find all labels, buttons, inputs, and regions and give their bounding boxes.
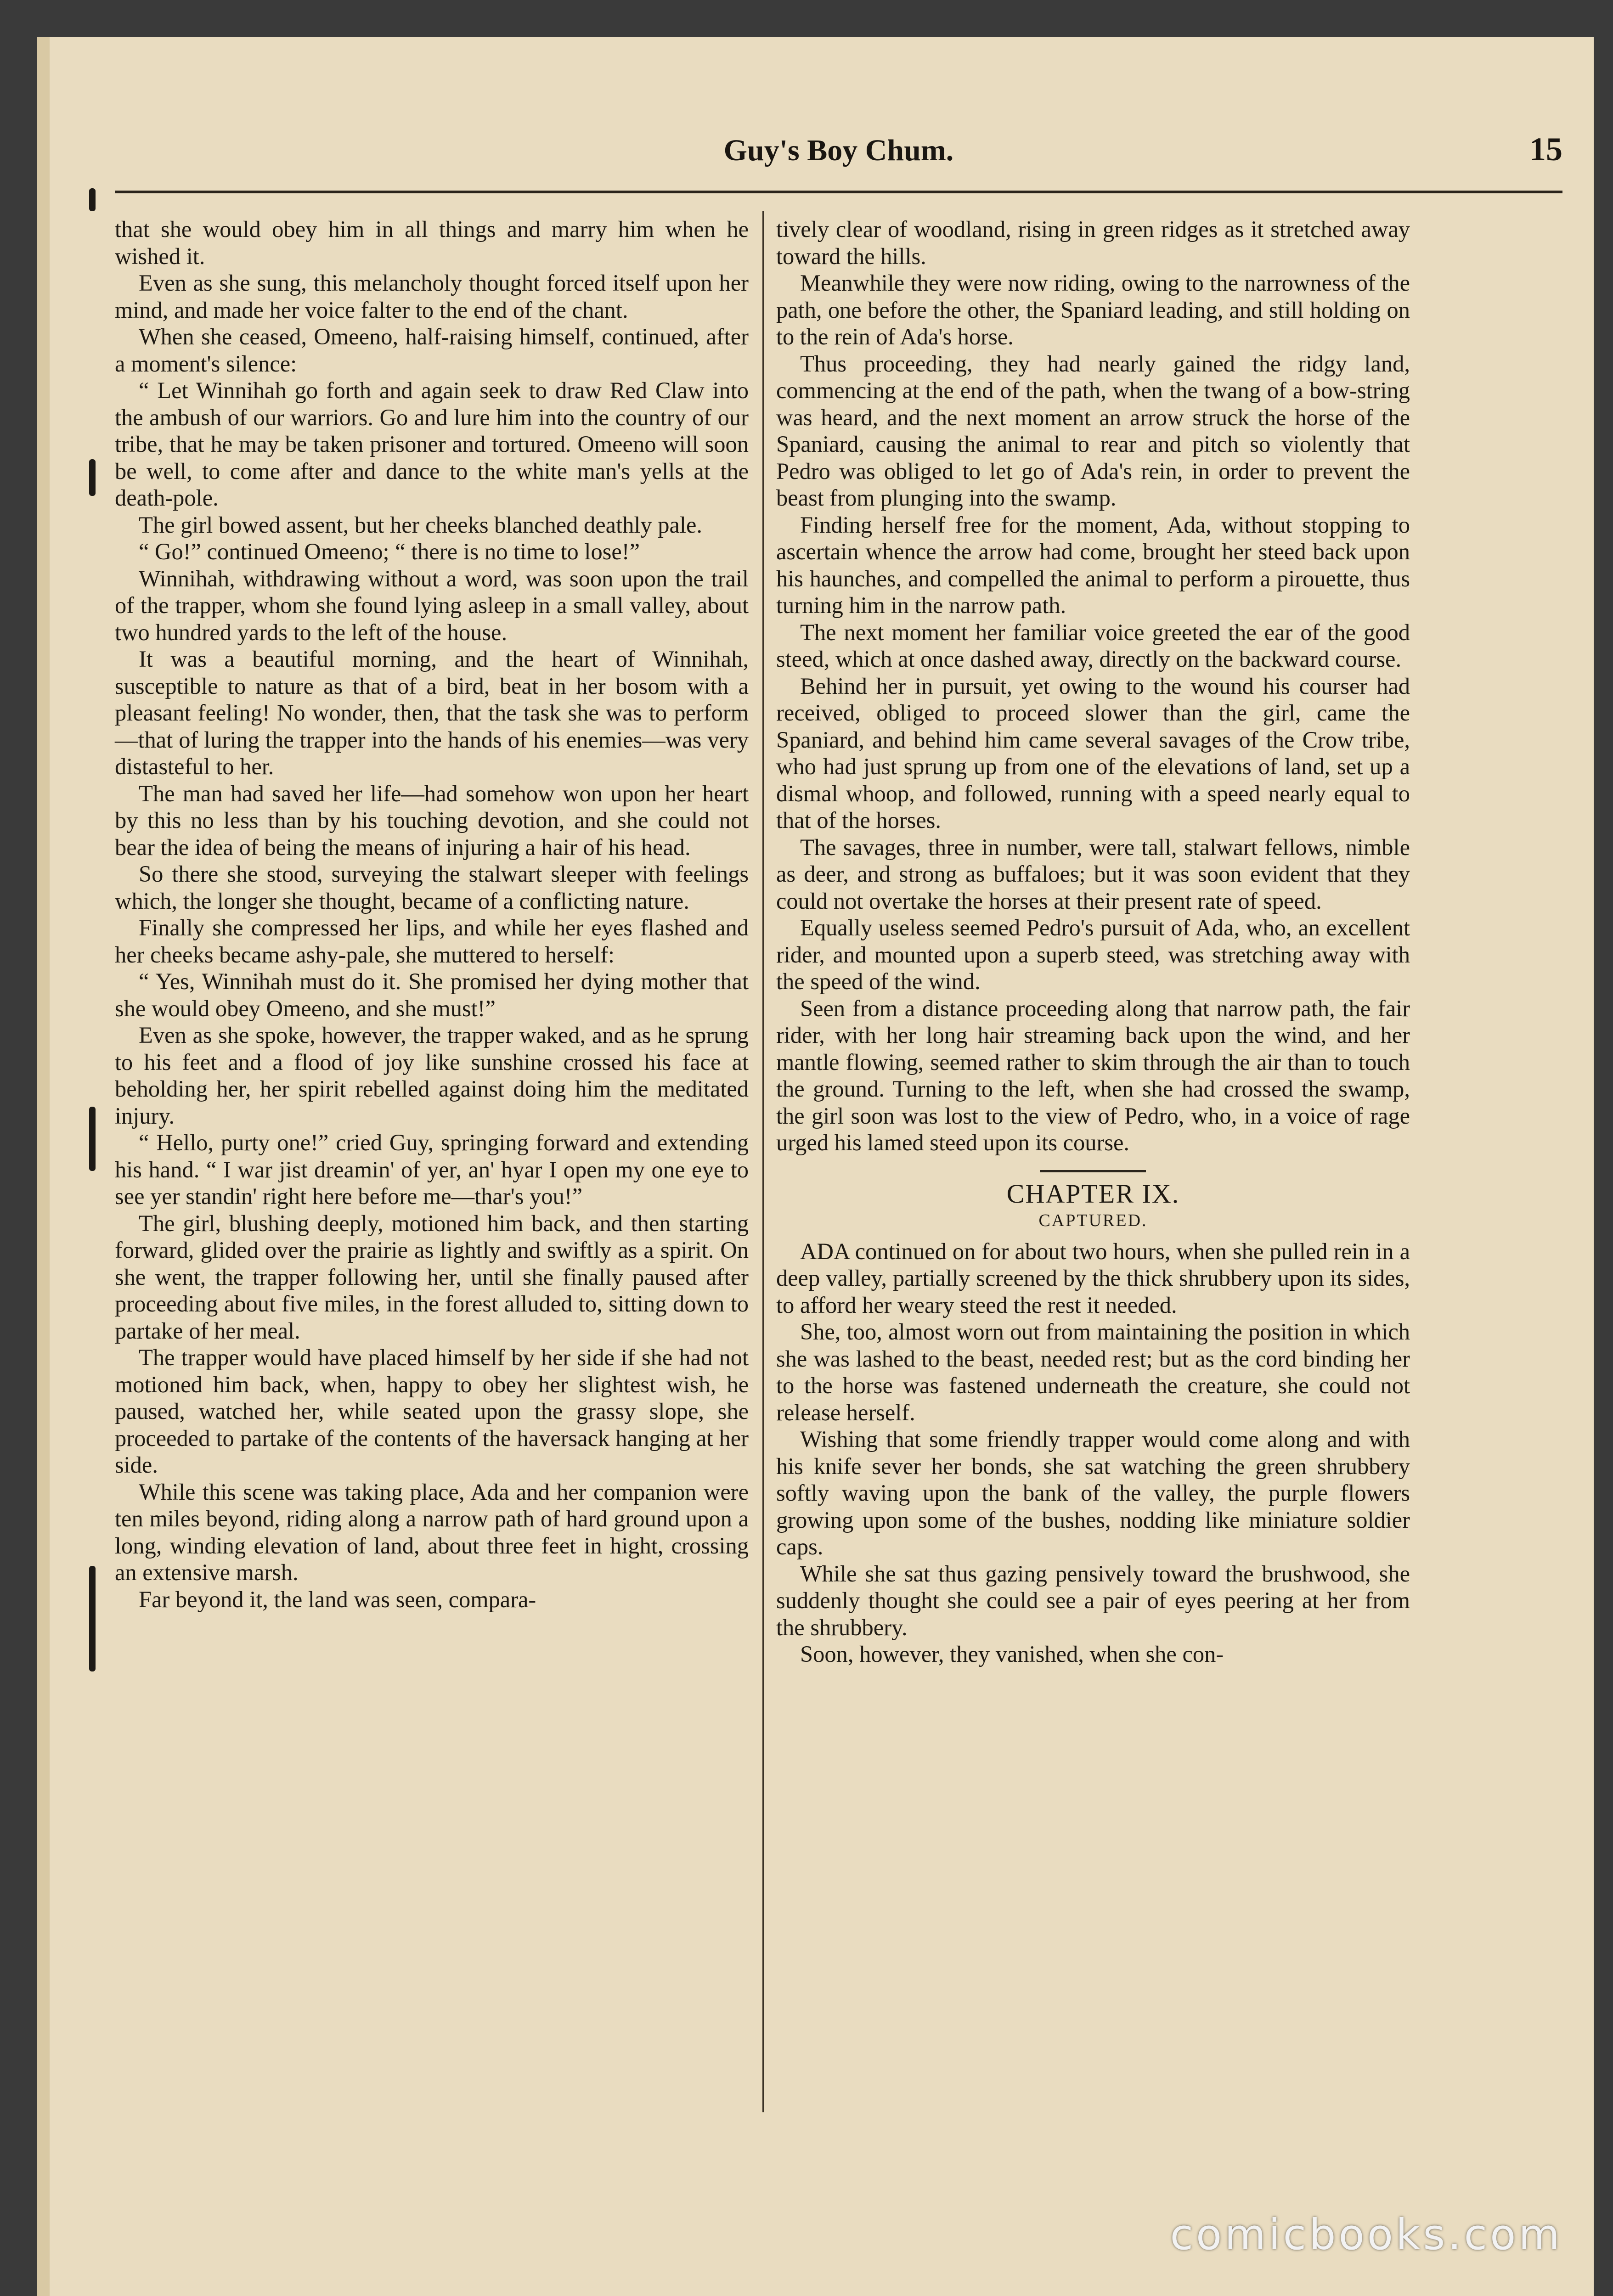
paragraph: ADA continued on for about two hours, when she pulled rein in a deep valley, partially screened by the thick shrubbery upon its sides, to afford her weary steed the rest it needed. <box>776 1238 1410 1318</box>
paragraph: Meanwhile they were now riding, owing to the narrowness of the path, one before the other, the Spaniard leading, and still holding on to the rein of Ada's horse. <box>776 270 1410 349</box>
paragraph: The trapper would have placed himself by her side if she had not motioned him back, when, happy to obey her slightest wish, he paused, watched her, while seated upon the grassy slope, she proceeded to partake of the contents of the haversack hanging at her side. <box>115 1345 749 1478</box>
chapter-title: CHAPTER IX. <box>1006 1178 1180 1209</box>
chapter-rule <box>1040 1170 1146 1172</box>
binding-mark <box>89 1566 96 1671</box>
paragraph: Soon, however, they vanished, when she con- <box>800 1641 1224 1667</box>
paragraph: The savages, three in number, were tall, stalwart fellows, nimble as deer, and strong as buffaloes; but it was soon evident that they could not overtake the horses at their present rate of speed. <box>776 834 1410 914</box>
paragraph: Winnihah, withdrawing without a word, was soon upon the trail of the trapper, whom she found lying asleep in a small valley, about two hundred yards to the left of the house. <box>115 565 749 645</box>
page-number: 15 <box>1529 131 1562 168</box>
paragraph: Equally useless seemed Pedro's pursuit of Ada, who, an excellent rider, and mounted upon a superb steed, was stretching away with the speed of the wind. <box>776 915 1410 994</box>
binding-mark <box>89 188 96 211</box>
paragraph: While this scene was taking place, Ada and her companion were ten miles beyond, riding along a narrow path of hard ground upon a long, winding elevation of land, about three feet in hight, crossing an extensive marsh. <box>115 1479 749 1585</box>
paragraph: Behind her in pursuit, yet owing to the wound his courser had received, obliged to proceed slower than the girl, came the Spaniard, and behind him came several savages of the Crow tribe, who had just sprung up from one of the elevations of land, set up a dismal whoop, and followed, running with a speed nearly equal to that of the horses. <box>776 673 1410 833</box>
paragraph: “ Go!” continued Omeeno; “ there is no time to lose!” <box>139 539 640 564</box>
page-header <box>115 110 1562 174</box>
paragraph: She, too, almost worn out from maintaining the position in which she was lashed to the beast, needed rest; but as the cord binding her to the horse was fastened underneath the creature, she could not release herself. <box>776 1319 1410 1425</box>
paragraph: While she sat thus gazing pensively toward the brushwood, she suddenly thought she could see a pair of eyes peering at her from the shrubbery. <box>776 1560 1410 1640</box>
paragraph: It was a beautiful morning, and the heart of Winnihah, susceptible to nature as that of a bird, beat in her bosom with a pleasant feeling! No wonder, then, that the task she was to perform—that of luring the trapper into the hands of his enemies—was very distasteful to her. <box>115 646 749 779</box>
binding-mark <box>89 1107 96 1171</box>
paragraph: Far beyond it, the land was seen, compara- <box>139 1586 536 1612</box>
paragraph: Finding herself free for the moment, Ada, without stopping to ascertain whence the arrow had come, brought her steed back upon his haunches, and compelled the animal to perform a pirouette, thus turning him in the narrow path. <box>776 512 1410 618</box>
paragraph: Wishing that some friendly trapper would come along and with his knife sever her bonds, she sat watching the green shrubbery softly waving upon the bank of the valley, the purple flowers growing upon some of the bushes, nodding like miniature soldier caps. <box>776 1426 1410 1559</box>
paragraph: Finally she compressed her lips, and while her eyes flashed and her cheeks became ashy-pale, she muttered to herself: <box>115 915 749 968</box>
paragraph: The girl, blushing deeply, motioned him back, and then starting forward, glided over the prairie as lightly and swiftly as a spirit. On she went, the trapper following her, until she finally paused after proceeding about five miles, in the forest alluded to, sitting down to partake of her meal. <box>115 1210 749 1344</box>
paragraph: “ Let Winnihah go forth and again seek to draw Red Claw into the ambush of our warriors. Go and lure him into the country of our tribe, that he may be taken prisoner and tortured. Omeeno will soon be well, to come after and dance to the white man's yells at the death-pole. <box>115 377 749 511</box>
paragraph: When she ceased, Omeeno, half-raising himself, continued, after a moment's silence: <box>115 324 749 377</box>
paragraph: So there she stood, surveying the stalwart sleeper with feelings which, the longer she thought, became of a conflicting nature. <box>115 861 749 914</box>
paragraph: Thus proceeding, they had nearly gained the ridgy land, commencing at the end of the path, when the twang of a bow-string was heard, and the next moment an arrow struck the horse of the Spaniard, causing the animal to rear and pitch so violently that Pedro was obliged to let go of Ada's rein, in order to prevent the beast from plunging into the swamp. <box>776 350 1410 511</box>
paragraph: The next moment her familiar voice greeted the ear of the good steed, which at once dashed away, directly on the backward course. <box>776 619 1410 672</box>
running-title: Guy's Boy Chum. <box>723 134 954 167</box>
paragraph: “ Hello, purty one!” cried Guy, springing forward and extending his hand. “ I war jist dreamin' of yer, an' hyar I open my one eye to see yer standin' right here before me—thar's you!” <box>115 1130 749 1209</box>
binding-mark <box>89 459 96 496</box>
left-column <box>115 216 749 1613</box>
watermark: comicbooks.com <box>1170 2210 1562 2259</box>
paragraph: Even as she sung, this melancholy thought forced itself upon her mind, and made her voice falter to the end of the chant. <box>115 270 749 323</box>
paragraph: Even as she spoke, however, the trapper waked, and as he sprung to his feet and a flood of joy like sunshine crossed his face at beholding her, her spirit rebelled against doing him the meditated injury. <box>115 1022 749 1129</box>
paragraph: Seen from a distance proceeding along that narrow path, the fair rider, with her long hair streaming back upon the wind, and her mantle flowing, seemed rather to skim through the air than to touch the ground. Turning to the left, when she had crossed the swamp, the girl soon was lost to the view of Pedro, who, in a voice of rage urged his lamed steed upon its course. <box>776 995 1410 1155</box>
paragraph: The man had saved her life—had somehow won upon her heart by this no less than by his touching devotion, and she could not bear the idea of being the means of injuring a hair of his head. <box>115 780 749 860</box>
right-column <box>776 216 1410 1668</box>
paragraph: that she would obey him in all things and marry him when he wished it. <box>115 216 749 269</box>
column-divider <box>762 211 764 2112</box>
header-rule <box>115 191 1562 193</box>
chapter-subtitle: CAPTURED. <box>1038 1211 1148 1230</box>
paragraph: tively clear of woodland, rising in green ridges as it stretched away toward the hills. <box>776 216 1410 269</box>
paragraph: “ Yes, Winnihah must do it. She promised her dying mother that she would obey Omeeno, and she must!” <box>115 968 749 1021</box>
paragraph: The girl bowed assent, but her cheeks blanched deathly pale. <box>139 512 702 538</box>
